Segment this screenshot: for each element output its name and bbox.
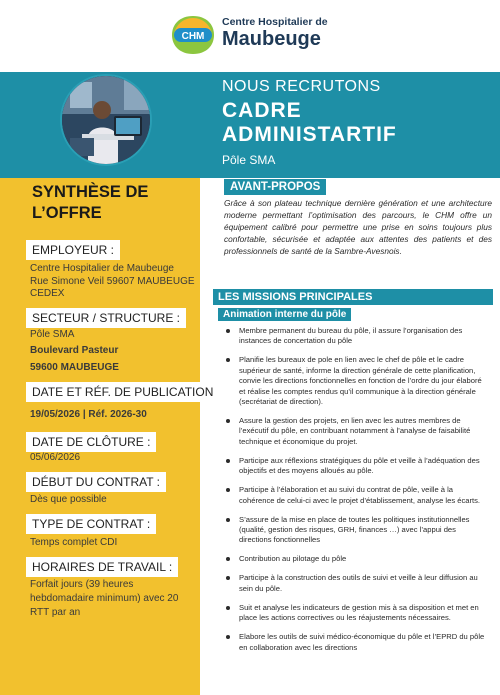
- hospital-logo: [170, 10, 350, 58]
- sector-value-1: Pôle SMA: [30, 329, 75, 340]
- chm-logo-icon: [170, 14, 216, 56]
- publication-label: DATE ET RÉF. DE PUBLICATION: [26, 382, 219, 402]
- contract-type-label: TYPE DE CONTRAT :: [26, 514, 156, 534]
- banner-text: [222, 78, 397, 167]
- sector-label: SECTEUR / STRUCTURE :: [26, 308, 186, 328]
- banner-job-title-2: ADMINISTARTIF: [222, 123, 397, 146]
- list-item: Contribution au pilotage du pôle: [226, 554, 488, 564]
- sector-value-3: 59600 MAUBEUGE: [30, 362, 119, 373]
- list-item: Participe à la construction des outils de suivi et veille à leur diffusion au sein du pôle.: [226, 573, 488, 594]
- publication-value: 19/05/2026 | Réf. 2026-30: [30, 409, 147, 420]
- org-name-line1: Centre Hospitalier de: [222, 16, 328, 28]
- employer-label: EMPLOYEUR :: [26, 240, 120, 260]
- contract-start-label: DÉBUT DU CONTRAT :: [26, 472, 166, 492]
- foreword-title: AVANT-PROPOS: [224, 179, 326, 195]
- org-name-line2: Maubeuge: [222, 28, 321, 50]
- list-item: Elabore les outils de suivi médico-économique du pôle et l’EPRD du pôle en collaboration avec les directions: [226, 632, 488, 653]
- summary-title: SYNTHÈSE DE L’OFFRE: [32, 183, 149, 222]
- banner-job-title-1: CADRE: [222, 99, 302, 122]
- employer-value: Centre Hospitalier de Maubeuge Rue Simone Veil 59607 MAUBEUGE CEDEX: [30, 263, 195, 299]
- missions-subtitle: Animation interne du pôle: [218, 308, 351, 321]
- banner-recruiting: NOUS RECRUTONS: [222, 78, 381, 95]
- closing-date-value: 05/06/2026: [30, 452, 81, 463]
- working-hours-value: Forfait jours (39 heures hebdomadaire minimum) avec 20 RTT par an: [30, 579, 179, 618]
- working-hours-label: HORAIRES DE TRAVAIL :: [26, 557, 178, 577]
- list-item: Planifie les bureaux de pole en lien avec le chef de pôle et le cadre supérieur de santé, informe la direction générale de cette planification, convie les directions fonctionnelles en fonction de l’ordre du jour élaboré et réalise les comptes rendus qu’il communique à la direction générale (secrétariat de direction).: [226, 355, 488, 407]
- missions-title: LES MISSIONS PRINCIPALES: [213, 289, 493, 305]
- sector-value-2: Boulevard Pasteur: [30, 345, 119, 356]
- list-item: Membre permanent du bureau du pôle, il assure l’organisation des instances de concertation du pôle: [226, 326, 488, 347]
- banner-department: Pôle SMA: [222, 153, 276, 167]
- office-photo: [60, 74, 152, 166]
- list-item: Participe aux réflexions stratégiques du pôle et veille à l’adéquation des objectifs et des moyens alloués au pôle.: [226, 456, 488, 477]
- list-item: Participe à l’élaboration et au suivi du contrat de pôle, veille à la cohérence de celui-ci avec le projet d’établissement, analyse les écarts.: [226, 485, 488, 506]
- list-item: Suit et analyse les indicateurs de gestion mis à sa disposition et met en place les actions correctives ou les réajustements nécessaires.: [226, 603, 488, 624]
- svg-text:CHM: CHM: [181, 31, 205, 42]
- foreword-text: Grâce à son plateau technique dernière génération et une architecture moderne permettant l’optimisation des parcours, le CHM offre un équipement calibré pour permettre une prise en soins toujours plus confortable, sécurisée et adaptée aux attentes des patients et des professionnels de santé de la Sambre-Avesnois.: [224, 198, 492, 256]
- closing-date-label: DATE DE CLÔTURE :: [26, 432, 156, 452]
- list-item: Assure la gestion des projets, en lien avec les autres membres de l’exécutif du pôle, en contribuant notamment à l’analyse de faisabilité technique et économique du projet.: [226, 416, 488, 447]
- missions-list: [226, 326, 488, 662]
- header: [0, 0, 500, 72]
- list-item: S’assure de la mise en place de toutes les politiques institutionnelles (qualité, gestion des risques, GRH, finances …) avec l’appui des directions fonctionnelles: [226, 515, 488, 546]
- contract-type-value: Temps complet CDI: [30, 537, 118, 548]
- contract-start-value: Dès que possible: [30, 494, 107, 505]
